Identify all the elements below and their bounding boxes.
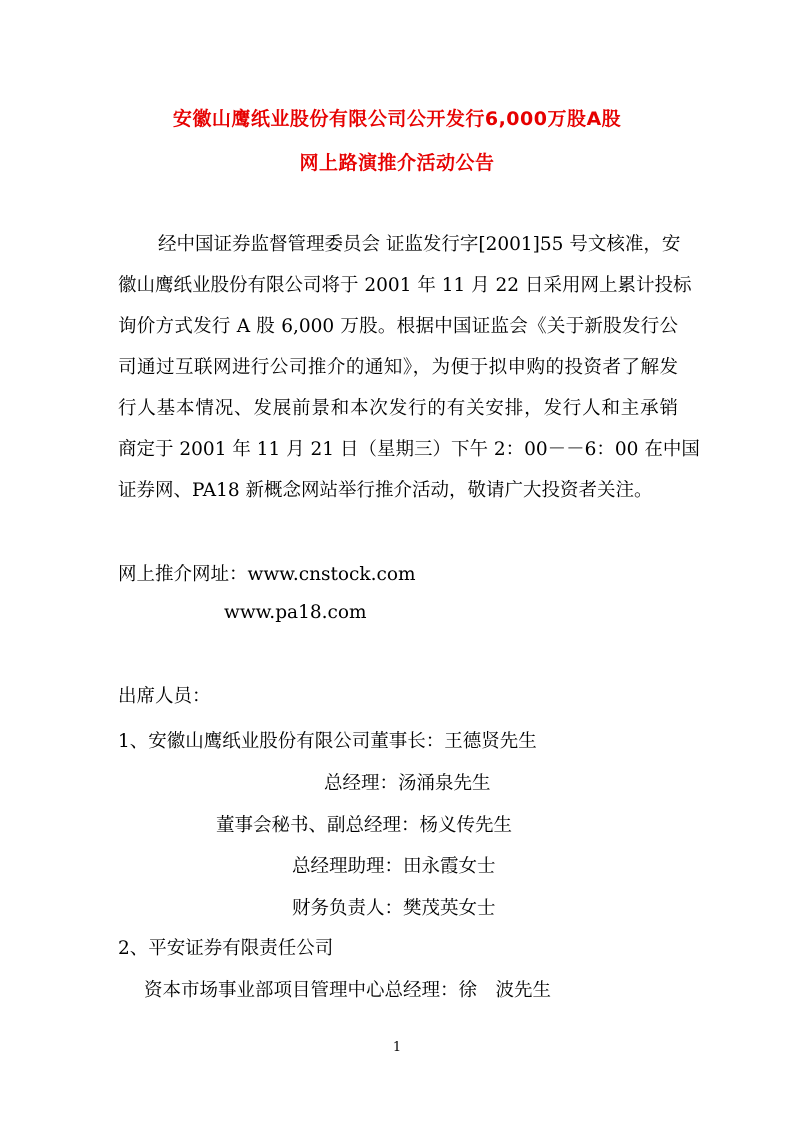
attendee-finance-head: 财务负责人：樊茂英女士 <box>292 898 496 919</box>
body-paragraph-line: 证券网、PA18 新概念网站举行推介活动，敬请广大投资者关注。 <box>118 480 653 501</box>
attendee-general-manager: 总经理：汤涌泉先生 <box>324 773 491 794</box>
attendee-board-secretary: 董事会秘书、副总经理：杨义传先生 <box>216 815 513 836</box>
attendee-company-1: 1、安徽山鹰纸业股份有限公司董事长：王德贤先生 <box>118 731 537 752</box>
body-paragraph-line: 徽山鹰纸业股份有限公司将于 2001 年 11 月 22 日采用网上累计投标 <box>118 275 692 296</box>
website-link-cnstock[interactable]: www.cnstock.com <box>247 564 416 585</box>
attendees-heading: 出席人员： <box>118 686 211 707</box>
body-paragraph-line: 司通过互联网进行公司推介的通知》，为便于拟申购的投资者了解发 <box>118 357 678 378</box>
website-label-text: 网上推介网址： <box>118 564 248 585</box>
announcement-title-line-1: 安徽山鹰纸业股份有限公司公开发行6,000万股A股 <box>172 108 622 130</box>
attendee-capital-market-gm: 资本市场事业部项目管理中心总经理：徐 波先生 <box>144 980 552 1001</box>
attendee-company-2: 2、平安证券有限责任公司 <box>118 938 334 959</box>
page-number: 1 <box>392 1040 402 1055</box>
website-link-pa18[interactable]: www.pa18.com <box>224 602 367 623</box>
body-paragraph-line: 商定于 2001 年 11 月 21 日（星期三）下午 2：00－－6：00 在中国 <box>118 439 700 460</box>
announcement-title-line-2: 网上路演推介活动公告 <box>299 152 495 174</box>
body-paragraph-line: 询价方式发行 A 股 6,000 万股。根据中国证监会《关于新股发行公 <box>118 316 678 337</box>
body-paragraph-line: 行人基本情况、发展前景和本次发行的有关安排，发行人和主承销 <box>118 398 678 419</box>
website-label <box>118 560 416 586</box>
body-paragraph-line: 经中国证券监督管理委员会 证监发行字[2001]55 号文核准，安 <box>158 234 681 255</box>
attendee-gm-assistant: 总经理助理：田永霞女士 <box>292 856 496 877</box>
